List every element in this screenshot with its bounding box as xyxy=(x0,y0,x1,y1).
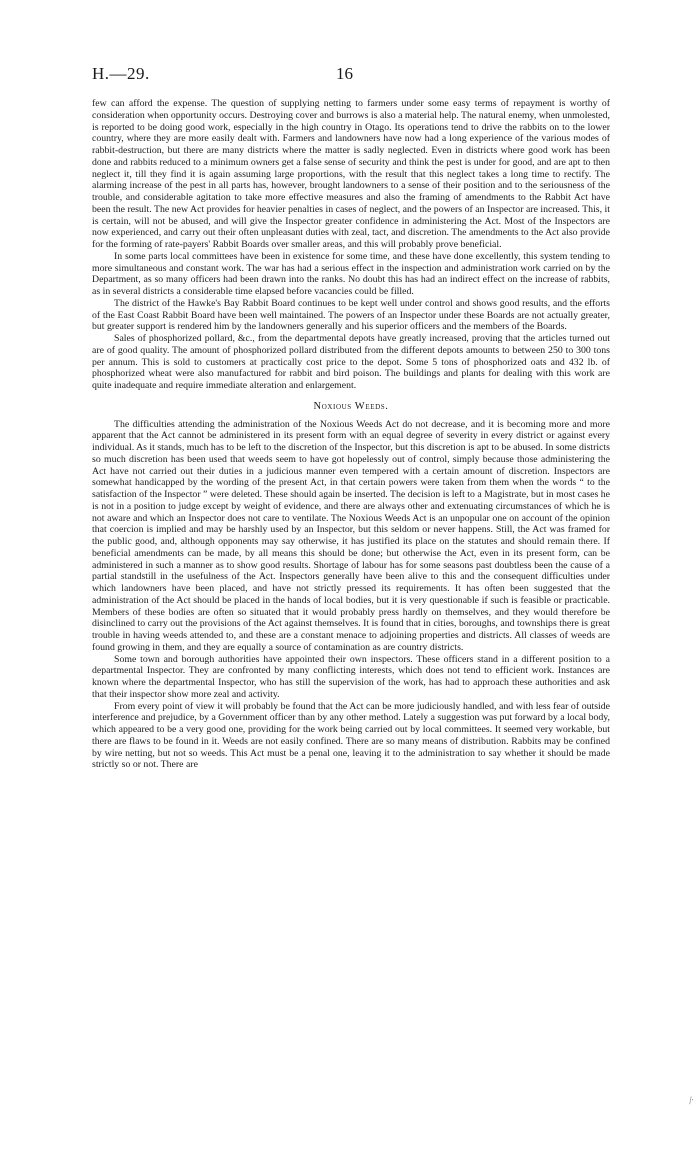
rabbits-paragraph-3: The district of the Hawke's Bay Rabbit Board continues to be kept well under control and shows good results, and the efforts of the East Coast Rabbit Board have been well maintained. The powers of an Inspector under these Boards are not actually greater, but greater support is rendered him by the landowners generally and his superior officers and the members of the Boards. xyxy=(92,297,610,333)
weeds-paragraph-1: The difficulties attending the administration of the Noxious Weeds Act do not decrease, and it is becoming more and more apparent that the Act cannot be administered in its present form with an equal degree of severity in every district or against every individual. As it stands, much has to be left to the discretion of the Inspector, but this discretion is apt to be abused. In some districts so much discretion has been used that weeds seem to have got hopelessly out of control, simply because those administering the Act have not carried out their duties in a judicious manner even tempered with a certain amount of discretion. Inspectors are somewhat handicapped by the wording of the present Act, in that certain powers were taken from them when the words “ to the satisfaction of the Inspector ” were deleted. These should again be inserted. The decision is left to a Magistrate, but in most cases he is not in a position to judge except by weight of evidence, and there are always other and extenuating circumstances of which he is not aware and which an Inspector does not care to ventilate. The Noxious Weeds Act is an unpopular one on account of the opinion that coercion is implied and may be harshly used by an Inspector, but this seldom or never happens. Still, the Act was framed for the public good, and, although opponents may say otherwise, it has justified its place on the statutes and should remain there. If beneficial amendments can be made, by all means this should be done; but otherwise the Act, even in its present form, can be administered in such a manner as to show good results. Shortage of labour has for some seasons past doubtless been the cause of a partial standstill in the usefulness of the Act. Inspectors generally have been alive to this and the consequent difficulties under which landowners have been placed, and have not strictly pressed its requirements. It has often been suggested that the administration of the Act should be placed in the hands of local bodies, but it is very questionable if such is feasible or practicable. Members of these bodies are often so situated that it would probably press hardly on themselves, and they would therefore be disinclined to carry out the provisions of the Act against themselves. It is found that in cities, boroughs, and townships there is great trouble in having weeds attended to, and these are a constant menace to adjoining properties and districts. All classes of weeds are found growing in them, and they are equally a source of contamination as are country districts. xyxy=(92,418,610,653)
weeds-paragraph-3: From every point of view it will probably be found that the Act can be more judiciously handled, and with less fear of outside interference and prejudice, by a Government officer than by any other method. Lately a suggestion was put forward by a local body, which appeared to be a very good one, providing for the work being carried out by local committees. It seemed very workable, but there are flaws to be found in it. Weeds are not easily confined. There are so many means of distribution. Rabbits may be confined by wire netting, but not so weeds. This Act must be a penal one, leaving it to the administration to say whether it should be made strictly so or not. There are xyxy=(92,700,610,771)
page-number: 16 xyxy=(336,64,353,83)
rabbits-paragraph-4: Sales of phosphorized pollard, &c., from the departmental depots have greatly increased, proving that the articles turned out are of good quality. The amount of phosphorized pollard distributed from the different depots amounts to between 250 to 300 tons per annum. This is sold to customers at practically cost price to the depot. Some 5 tons of phosphorized oats and 432 lb. of phosphorized wheat were also manufactured for rabbit and bird poison. The buildings and plants for dealing with this work are quite inadequate and require immediate alteration and enlargement. xyxy=(92,333,610,391)
margin-pencil-mark: ⁄· xyxy=(688,1095,696,1107)
weeds-paragraph-2: Some town and borough authorities have appointed their own inspectors. These officers stand in a different position to a departmental Inspector. They are confronted by many conflicting interests, which does not tend to efficient work. Instances are known where the departmental Inspector, who has still the supervision of the work, has had to approach these authorities and ask that their inspector show more zeal and activity. xyxy=(92,653,610,700)
section-heading-noxious-weeds: Noxious Weeds. xyxy=(313,400,389,412)
rabbits-paragraph-2: In some parts local committees have been in existence for some time, and these have done excellently, this system tending to more simultaneous and constant work. The war has had a serious effect in the inspection and administration work carried on by the Department, as so many officers had been drawn into the ranks. No doubt this has had an indirect effect on the increase of rabbits, as in several districts a considerable time elapsed before vacancies could be filled. xyxy=(92,250,610,297)
rabbits-paragraph-1: few can afford the expense. The question of supplying netting to farmers under some easy terms of repayment is worthy of consideration when opportunity occurs. Destroying cover and burrows is also a material help. The natural enemy, when unmolested, is reported to be doing good work, especially in the high country in Otago. Its operations tend to drive the rabbits on to the lower country, where they are more easily dealt with. Farmers and landowners have now had a long experience of the various modes of rabbit-destruction, but there are many districts where the matter is sadly neglected. Even in districts where good work has been done and rabbits reduced to a minimum owners get a false sense of security and think the pest is under for good, and are apt to then neglect it, till they find it is again assuming large proportions, with the result that this neglect takes a long time to rectify. The alarming increase of the pest in all parts has, however, brought landowners to a sense of their position and to the seriousness of the trouble, and considerable agitation to take more effective measures and also the framing of amendments to the Rabbit Act have been the result. The new Act provides for heavier penalties in cases of neglect, and the powers of an Inspector are increased. This, it is certain, will not be abused, and will give the Inspector greater confidence in administering the Act. Most of the Inspectors are now experienced, and carry out their often unpleasant duties with zeal, tact, and discretion. The amendments to the Act also provide for the forming of rate-payers' Rabbit Boards over smaller areas, and this will probably prove beneficial. xyxy=(92,98,611,250)
document-reference: H.—29. xyxy=(92,64,150,83)
page-header xyxy=(92,64,610,86)
body-text xyxy=(92,98,610,771)
